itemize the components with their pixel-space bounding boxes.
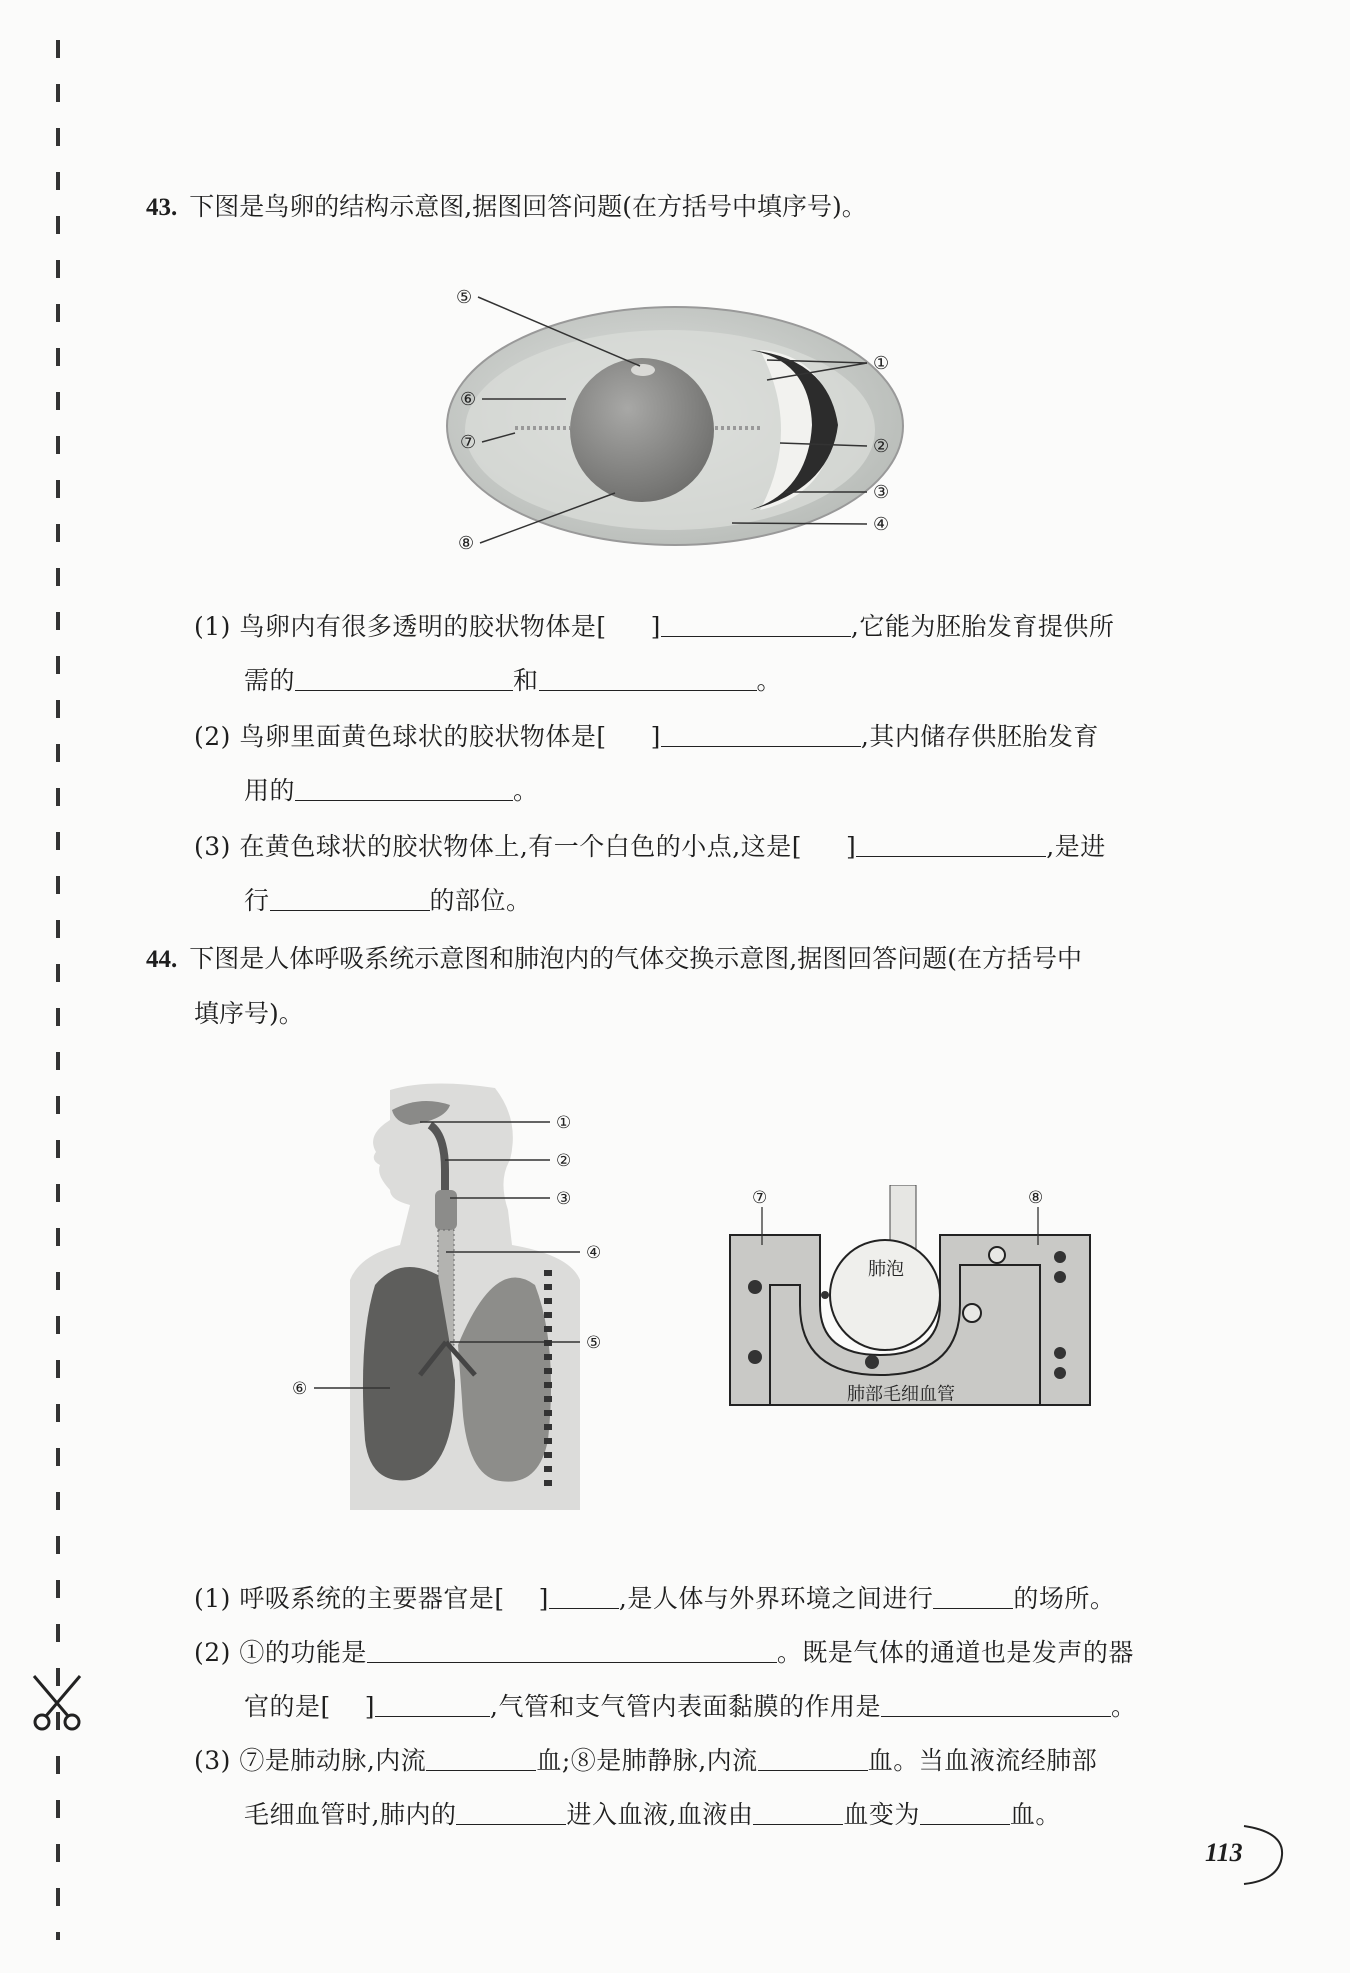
answer-blank[interactable] [753,1802,843,1825]
question-44-stem [146,932,1206,1041]
question-44-sub-1: (1) 呼吸系统的主要器官是[ ] ,是人体与外界环境之间进行 的场所。 [194,1584,1116,1613]
answer-blank[interactable] [661,614,851,637]
egg-label-1: ① [873,353,890,374]
answer-blank[interactable] [456,1802,566,1825]
question-text: 下图是鸟卵的结构示意图,据图回答问题(在方括号中填序号)。 [189,192,867,221]
question-text-continued: 填序号)。 [194,999,304,1028]
left-lung [363,1267,455,1481]
answer-blank[interactable] [920,1802,1010,1825]
question-number: 44. [146,946,178,973]
alveolus-label: 肺泡 [868,1259,904,1280]
answer-blank[interactable] [270,888,430,911]
resp-label-2: ② [556,1151,572,1171]
question-text: 下图是人体呼吸系统示意图和肺泡内的气体交换示意图,据图回答问题(在方括号中 [189,944,1082,973]
alv-label-8: ⑧ [1028,1188,1044,1208]
question-43-sub-2: (2) 鸟卵里面黄色球状的胶状物体是[ ] ,其内储存供胚胎发育 用的 。 [194,722,1099,805]
answer-blank[interactable] [426,1748,536,1771]
yolk [570,358,714,502]
capillary-label: 肺部毛细血管 [847,1384,955,1405]
answer-blank[interactable] [856,834,1046,857]
answer-blank[interactable] [367,1640,777,1663]
bird-egg-diagram [430,280,920,570]
answer-blank[interactable] [881,1694,1111,1717]
answer-blank[interactable] [295,668,513,691]
page-number-arc [1240,1822,1286,1888]
resp-label-3: ③ [556,1189,572,1209]
question-44-sub-2: (2) ①的功能是 。既是气体的通道也是发声的器 官的是[ ] ,气管和支气管内表面黏膜的作用是 。 [194,1638,1137,1721]
alveolus-exchange-diagram [720,1185,1100,1410]
answer-blank[interactable] [549,1586,619,1609]
cut-line [56,40,60,1940]
scissors-icon [28,1672,86,1732]
resp-label-6: ⑥ [292,1379,308,1399]
egg-label-5: ⑤ [456,287,473,308]
answer-blank[interactable] [295,778,513,801]
answer-blank[interactable] [661,724,861,747]
question-43-sub-3: (3) 在黄色球状的胶状物体上,有一个白色的小点,这是[ ] ,是进 行 的部位。 [194,832,1106,915]
resp-label-1: ① [556,1113,572,1133]
answer-blank[interactable] [933,1586,1013,1609]
question-number: 43. [146,194,178,221]
egg-label-6: ⑥ [460,389,477,410]
egg-label-4: ④ [873,514,890,535]
question-44-sub-3: (3) ⑦是肺动脉,内流 血;⑧是肺静脉,内流 血。当血液流经肺部 毛细血管时,肺内的 进入血液,血液由 血变为 血。 [194,1746,1098,1829]
alv-label-7: ⑦ [752,1188,768,1208]
question-43-stem [146,180,1206,235]
answer-blank[interactable] [758,1748,868,1771]
egg-label-7: ⑦ [460,432,477,453]
germinal-disc [631,364,655,376]
page-number: 113 [1205,1838,1243,1867]
answer-blank[interactable] [375,1694,490,1717]
respiratory-system-diagram [280,1080,640,1520]
answer-blank[interactable] [539,668,757,691]
alveolus-sac [830,1240,940,1350]
egg-label-2: ② [873,436,890,457]
egg-label-3: ③ [873,482,890,503]
question-43-sub-1: (1) 鸟卵内有很多透明的胶状物体是[ ] ,它能为胚胎发育提供所 需的 和 。 [194,612,1115,695]
resp-label-5: ⑤ [586,1333,602,1353]
egg-label-8: ⑧ [458,533,475,554]
resp-label-4: ④ [586,1243,602,1263]
larynx [435,1190,457,1230]
